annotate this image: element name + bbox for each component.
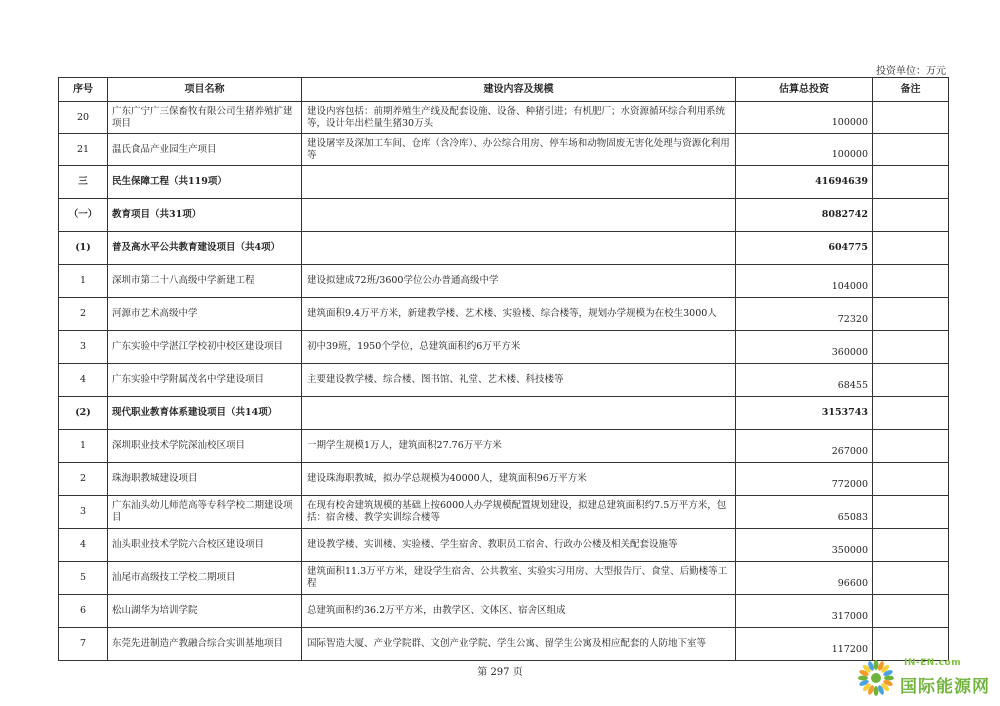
cell-project-name: 广东广宁广三保畜牧有限公司生猪养殖扩建项目 bbox=[108, 102, 302, 134]
cell-estimated-investment: 100000 bbox=[736, 102, 873, 134]
cell-construction-content: 建筑面积9.4万平方米，新建教学楼、艺术楼、实验楼、综合楼等，规划办学规模为在校生3000人 bbox=[302, 298, 736, 331]
table-row bbox=[59, 562, 949, 595]
cell-remarks bbox=[873, 102, 949, 134]
cell-serial-no: 4 bbox=[59, 529, 108, 562]
cell-remarks bbox=[873, 529, 949, 562]
cell-project-name: 现代职业教育体系建设项目（共14项） bbox=[108, 397, 302, 430]
cell-project-name: 教育项目（共31项） bbox=[108, 199, 302, 232]
cell-estimated-investment: 104000 bbox=[736, 265, 873, 298]
table-row bbox=[59, 331, 949, 364]
cell-serial-no: 4 bbox=[59, 364, 108, 397]
cell-project-name: 河源市艺术高级中学 bbox=[108, 298, 302, 331]
table-row bbox=[59, 298, 949, 331]
cell-construction-content: 建设屠宰及深加工车间、仓库（含冷库）、办公综合用房、停车场和动物固废无害化处理与资源化利用等 bbox=[302, 134, 736, 166]
table-row bbox=[59, 166, 949, 199]
cell-construction-content bbox=[302, 397, 736, 430]
cell-serial-no: 7 bbox=[59, 628, 108, 661]
cell-construction-content: 建筑面积11.3万平方米，建设学生宿舍、公共教室、实验实习用房、大型报告厅、食堂、后勤楼等工程 bbox=[302, 562, 736, 595]
cell-serial-no: 1 bbox=[59, 430, 108, 463]
cell-project-name: 汕头职业技术学院六合校区建设项目 bbox=[108, 529, 302, 562]
cell-remarks bbox=[873, 463, 949, 496]
cell-project-name: 普及高水平公共教育建设项目（共4项） bbox=[108, 232, 302, 265]
cell-remarks bbox=[873, 496, 949, 529]
table-row bbox=[59, 364, 949, 397]
cell-project-name: 温氏食品产业园生产项目 bbox=[108, 134, 302, 166]
cell-construction-content bbox=[302, 232, 736, 265]
cell-estimated-investment: 317000 bbox=[736, 595, 873, 628]
cell-remarks bbox=[873, 166, 949, 199]
table-row bbox=[59, 397, 949, 430]
cell-estimated-investment: 68455 bbox=[736, 364, 873, 397]
cell-project-name: 松山湖华为培训学院 bbox=[108, 595, 302, 628]
cell-estimated-investment: 360000 bbox=[736, 331, 873, 364]
cell-project-name: 广东实验中学附属茂名中学建设项目 bbox=[108, 364, 302, 397]
cell-serial-no: 20 bbox=[59, 102, 108, 134]
cell-construction-content: 一期学生规模1万人，建筑面积27.76万平方米 bbox=[302, 430, 736, 463]
cell-serial-no: 三 bbox=[59, 166, 108, 199]
cell-serial-no: 1 bbox=[59, 265, 108, 298]
cell-estimated-investment: 3153743 bbox=[736, 397, 873, 430]
cell-remarks bbox=[873, 331, 949, 364]
logo-petal bbox=[874, 686, 879, 696]
cell-serial-no: 2 bbox=[59, 298, 108, 331]
cell-project-name: 深圳职业技术学院深汕校区项目 bbox=[108, 430, 302, 463]
table-body bbox=[59, 102, 949, 661]
cell-estimated-investment: 772000 bbox=[736, 463, 873, 496]
cell-construction-content: 建设珠海职教城，拟办学总规模为40000人，建筑面积96万平方米 bbox=[302, 463, 736, 496]
cell-remarks bbox=[873, 199, 949, 232]
header-serial-no: 序号 bbox=[59, 78, 108, 102]
table-row bbox=[59, 265, 949, 298]
table-row bbox=[59, 595, 949, 628]
logo-petal bbox=[858, 676, 868, 681]
table-row bbox=[59, 463, 949, 496]
sunflower-logo-icon bbox=[856, 658, 896, 698]
table-row bbox=[59, 628, 949, 661]
cell-remarks bbox=[873, 562, 949, 595]
cell-project-name: 深圳市第二十八高级中学新建工程 bbox=[108, 265, 302, 298]
cell-construction-content bbox=[302, 166, 736, 199]
cell-estimated-investment: 72320 bbox=[736, 298, 873, 331]
table-row bbox=[59, 529, 949, 562]
cell-construction-content: 国际智造大厦、产业学院群、文创产业学院、学生公寓、留学生公寓及相应配套的人防地下室等 bbox=[302, 628, 736, 661]
cell-estimated-investment: 8082742 bbox=[736, 199, 873, 232]
cell-construction-content: 初中39班，1950个学位，总建筑面积约6万平方米 bbox=[302, 331, 736, 364]
cell-construction-content: 在现有校舍建筑规模的基础上按6000人办学规模配置规划建设，拟建总建筑面积约7.5万平方米，包括：宿舍楼、教学实训综合楼等 bbox=[302, 496, 736, 529]
table-row bbox=[59, 199, 949, 232]
cell-remarks bbox=[873, 298, 949, 331]
cell-project-name: 东莞先进制造产教融合综合实训基地项目 bbox=[108, 628, 302, 661]
cell-construction-content: 建设教学楼、实训楼、实验楼、学生宿舍、教职员工宿舍、行政办公楼及相关配套设施等 bbox=[302, 529, 736, 562]
cell-estimated-investment: 41694639 bbox=[736, 166, 873, 199]
investment-unit-label: 投资单位：万元 bbox=[876, 66, 946, 77]
table-header-row bbox=[59, 78, 949, 102]
cell-remarks bbox=[873, 232, 949, 265]
header-project-name: 项目名称 bbox=[108, 78, 302, 102]
cell-remarks bbox=[873, 265, 949, 298]
cell-construction-content bbox=[302, 199, 736, 232]
cell-construction-content: 建设拟建成72班/3600学位公办普通高级中学 bbox=[302, 265, 736, 298]
cell-remarks bbox=[873, 430, 949, 463]
cell-construction-content: 建设内容包括：前期养殖生产线及配套设施、设备、种猪引进；有机肥厂；水资源循环综合利用系统等，设计年出栏量生猪30万头 bbox=[302, 102, 736, 134]
project-table bbox=[58, 77, 949, 661]
cell-remarks bbox=[873, 397, 949, 430]
header-construction-content: 建设内容及规模 bbox=[302, 78, 736, 102]
cell-serial-no: （一） bbox=[59, 199, 108, 232]
cell-remarks bbox=[873, 134, 949, 166]
cell-construction-content: 主要建设教学楼、综合楼、图书馆、礼堂、艺术楼、科技楼等 bbox=[302, 364, 736, 397]
header-estimated-investment: 估算总投资 bbox=[736, 78, 873, 102]
cell-estimated-investment: 267000 bbox=[736, 430, 873, 463]
page-number: 第 297 页 bbox=[477, 667, 523, 678]
cell-serial-no: (1) bbox=[59, 232, 108, 265]
cell-remarks bbox=[873, 595, 949, 628]
cell-serial-no: 3 bbox=[59, 331, 108, 364]
cell-estimated-investment: 117200 bbox=[736, 628, 873, 661]
cell-project-name: 民生保障工程（共119项） bbox=[108, 166, 302, 199]
cell-serial-no: 2 bbox=[59, 463, 108, 496]
logo-domain-text: IN-EN.com bbox=[904, 658, 962, 668]
table-row bbox=[59, 232, 949, 265]
cell-project-name: 广东实验中学湛江学校初中校区建设项目 bbox=[108, 331, 302, 364]
cell-serial-no: 21 bbox=[59, 134, 108, 166]
logo-brand-text: 国际能源网 bbox=[900, 677, 990, 697]
cell-estimated-investment: 100000 bbox=[736, 134, 873, 166]
logo-petal bbox=[874, 660, 879, 670]
table-row bbox=[59, 134, 949, 166]
cell-serial-no: 3 bbox=[59, 496, 108, 529]
cell-project-name: 广东汕头幼儿师范高等专科学校二期建设项目 bbox=[108, 496, 302, 529]
cell-construction-content: 总建筑面积约36.2万平方米，由教学区、文体区、宿舍区组成 bbox=[302, 595, 736, 628]
cell-project-name: 汕尾市高级技工学校二期项目 bbox=[108, 562, 302, 595]
cell-estimated-investment: 350000 bbox=[736, 529, 873, 562]
table-row bbox=[59, 430, 949, 463]
table-row bbox=[59, 496, 949, 529]
cell-estimated-investment: 65083 bbox=[736, 496, 873, 529]
site-logo bbox=[856, 654, 996, 702]
table-row bbox=[59, 102, 949, 134]
logo-petal bbox=[884, 676, 894, 681]
cell-estimated-investment: 604775 bbox=[736, 232, 873, 265]
cell-project-name: 珠海职教城建设项目 bbox=[108, 463, 302, 496]
cell-estimated-investment: 96600 bbox=[736, 562, 873, 595]
cell-remarks bbox=[873, 364, 949, 397]
cell-serial-no: (2) bbox=[59, 397, 108, 430]
cell-serial-no: 6 bbox=[59, 595, 108, 628]
cell-serial-no: 5 bbox=[59, 562, 108, 595]
header-remarks: 备注 bbox=[873, 78, 949, 102]
